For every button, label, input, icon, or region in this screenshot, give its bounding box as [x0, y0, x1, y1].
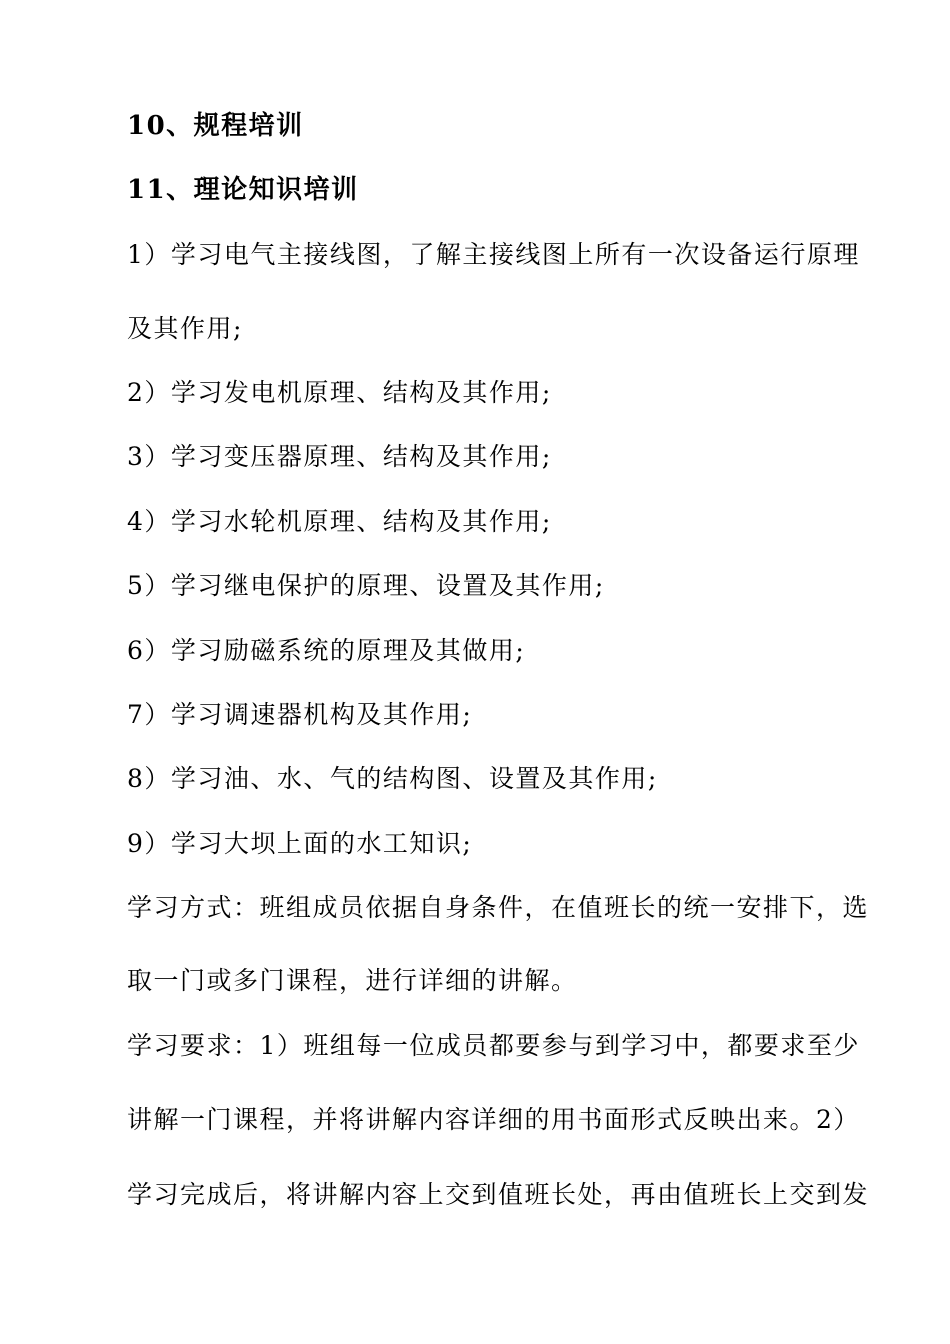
study-requirement-line2: 讲解一门课程，并将讲解内容详细的用书面形式反映出来。2） [127, 1105, 860, 1134]
study-method-line2: 取一门或多门课程，进行详细的讲解。 [127, 966, 578, 995]
list-item-3: 3）学习变压器原理、结构及其作用; [127, 442, 552, 471]
list-item-1-line1: 1）学习电气主接线图，了解主接线图上所有一次设备运行原理 [127, 240, 860, 269]
list-item-4: 4）学习水轮机原理、结构及其作用; [127, 507, 552, 536]
study-requirement-line3: 学习完成后，将讲解内容上交到值班长处，再由值班长上交到发 [127, 1180, 870, 1209]
list-item-7: 7）学习调速器机构及其作用; [127, 700, 473, 729]
section-heading-10: 10、规程培训 [127, 111, 304, 141]
study-requirement-line1: 学习要求：1）班组每一位成员都要参与到学习中，都要求至少 [127, 1031, 860, 1060]
list-item-9: 9）学习大坝上面的水工知识; [127, 829, 473, 858]
list-item-2: 2）学习发电机原理、结构及其作用; [127, 378, 552, 407]
section-heading-11: 11、理论知识培训 [127, 175, 359, 205]
list-item-6: 6）学习励磁系统的原理及其做用; [127, 636, 526, 665]
list-item-5: 5）学习继电保护的原理、设置及其作用; [127, 571, 605, 600]
study-method-line1: 学习方式：班组成员依据自身条件，在值班长的统一安排下，选 [127, 893, 870, 922]
list-item-1-line2: 及其作用; [127, 314, 243, 343]
list-item-8: 8）学习油、水、气的结构图、设置及其作用; [127, 764, 658, 793]
